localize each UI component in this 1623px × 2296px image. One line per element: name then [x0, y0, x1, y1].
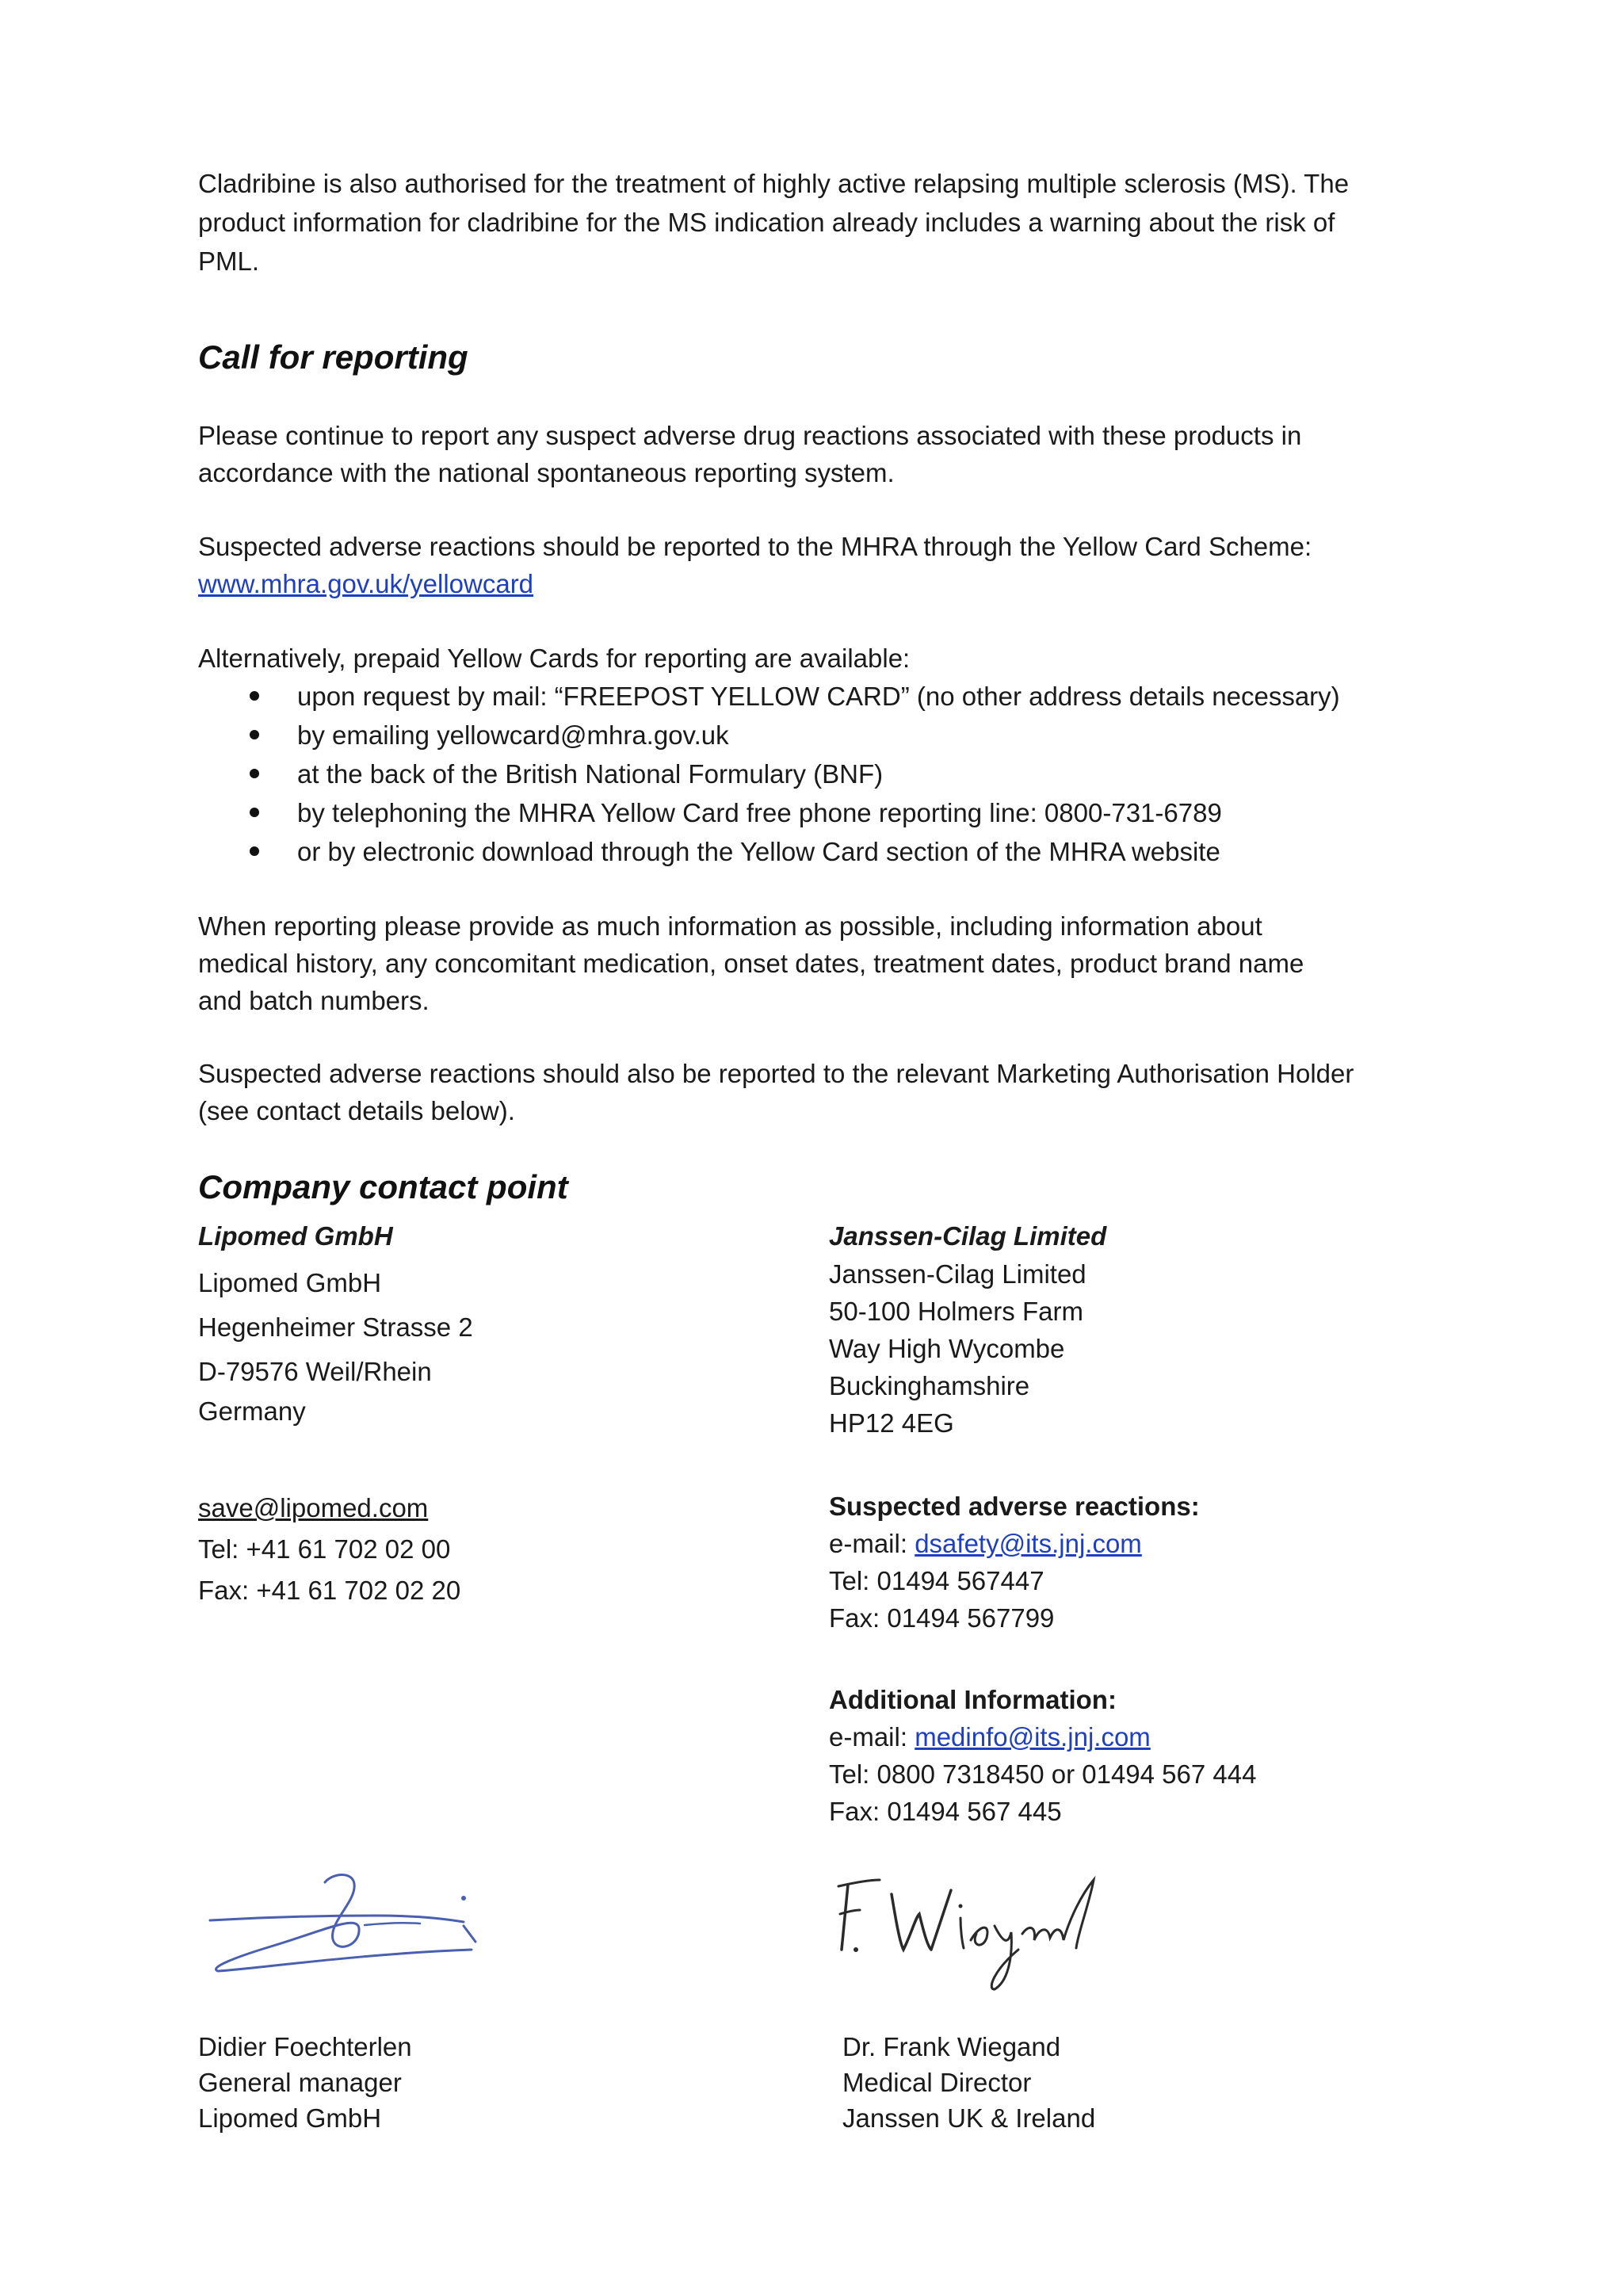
- lipomed-address: [198, 1261, 473, 1394]
- list-item-text: by telephoning the MHRA Yellow Card free phone reporting line: 0800-731-6789: [297, 798, 1222, 827]
- lipomed-tel: Tel: +41 61 702 02 00: [198, 1534, 451, 1564]
- reporting-options-list: [198, 677, 1506, 871]
- company-contact-heading: Company contact point: [198, 1168, 568, 1205]
- list-item-text: or by electronic download through the Yellow Card section of the MHRA website: [297, 837, 1220, 866]
- adverse-tel: Tel: 01494 567447: [829, 1566, 1044, 1595]
- address-line: 50-100 Holmers Farm: [829, 1297, 1083, 1326]
- list-item: [198, 832, 1506, 871]
- email-line: [829, 1525, 1142, 1562]
- bullet-icon: [250, 730, 259, 739]
- adverse-reactions-heading: Suspected adverse reactions:: [829, 1492, 1200, 1521]
- paragraph-line: medical history, any concomitant medication, onset dates, treatment dates, product brand name: [198, 949, 1304, 978]
- janssen-heading: Janssen-Cilag Limited: [829, 1221, 1107, 1251]
- adverse-reactions-contacts: [829, 1525, 1142, 1637]
- reporting-paragraph-4: [198, 1055, 1506, 1129]
- list-item: [198, 677, 1506, 716]
- lipomed-email-link[interactable]: save@lipomed.com: [198, 1493, 429, 1522]
- paragraph-line: Suspected adverse reactions should also be reported to the relevant Marketing Authorisation Holder: [198, 1059, 1354, 1088]
- dsafety-email-link[interactable]: dsafety@its.jnj.com: [915, 1529, 1142, 1558]
- signatory-company: Lipomed GmbH: [198, 2103, 382, 2133]
- signatory-title: General manager: [198, 2068, 402, 2097]
- lipomed-country: Germany: [198, 1396, 306, 1426]
- list-item-text: at the back of the British National Formulary (BNF): [297, 759, 884, 789]
- address-line: Way High Wycombe: [829, 1334, 1065, 1363]
- paragraph-line: Suspected adverse reactions should be reported to the MHRA through the Yellow Card Scheme:: [198, 532, 1312, 561]
- list-item: [198, 793, 1506, 832]
- signatory-title: Medical Director: [842, 2068, 1032, 2097]
- address-line: HP12 4EG: [829, 1408, 954, 1438]
- address-line: Lipomed GmbH: [198, 1268, 382, 1297]
- lipomed-fax: Fax: +41 61 702 02 20: [198, 1576, 461, 1605]
- intro-line: product information for cladribine for the MS indication already includes a warning about the risk of: [198, 208, 1335, 237]
- list-item: [198, 755, 1506, 793]
- bullet-icon: [250, 808, 259, 817]
- signatory-left: [198, 2029, 412, 2136]
- lipomed-contacts: [198, 1488, 460, 1611]
- yellowcard-link[interactable]: www.mhra.gov.uk/yellowcard: [198, 569, 534, 598]
- address-line: D‑79576 Weil/Rhein: [198, 1357, 432, 1386]
- signature-left: [202, 1866, 487, 1985]
- address-line: Janssen-Cilag Limited: [829, 1259, 1086, 1289]
- janssen-address: [829, 1255, 1086, 1442]
- reporting-paragraph-3: [198, 907, 1466, 1019]
- list-item-text: upon request by mail: “FREEPOST YELLOW CARD” (no other address details necessary): [297, 682, 1340, 711]
- paragraph-line: accordance with the national spontaneous reporting system.: [198, 458, 895, 487]
- signature-right: [824, 1870, 1117, 1997]
- paragraph-line: Please continue to report any suspect adverse drug reactions associated with these products in: [198, 421, 1302, 450]
- lipomed-heading: Lipomed GmbH: [198, 1221, 393, 1251]
- email-line: [829, 1718, 1256, 1755]
- email-label: e-mail:: [829, 1722, 908, 1752]
- intro-line: Cladribine is also authorised for the treatment of highly active relapsing multiple sclerosis (MS). The: [198, 169, 1350, 198]
- signature-left-image: [202, 1866, 487, 1985]
- signatory-company: Janssen UK & Ireland: [842, 2103, 1096, 2133]
- call-for-reporting-heading: Call for reporting: [198, 338, 468, 376]
- info-tel: Tel: 0800 7318450 or 01494 567 444: [829, 1759, 1257, 1789]
- signatory-name: Didier Foechterlen: [198, 2032, 412, 2061]
- address-line: Hegenheimer Strasse 2: [198, 1312, 473, 1342]
- signature-right-image: [824, 1870, 1117, 1997]
- adverse-fax: Fax: 01494 567799: [829, 1603, 1055, 1633]
- alternatives-intro: Alternatively, prepaid Yellow Cards for reporting are available:: [198, 644, 911, 673]
- intro-line: PML.: [198, 246, 260, 276]
- list-item-text: by emailing yellowcard@mhra.gov.uk: [297, 720, 729, 750]
- email-label: e-mail:: [829, 1529, 908, 1558]
- intro-paragraph: [198, 164, 1466, 281]
- list-item: [198, 716, 1506, 755]
- reporting-paragraph-1: [198, 417, 1466, 491]
- reporting-paragraph-2: [198, 528, 1466, 602]
- paragraph-line: and batch numbers.: [198, 986, 430, 1015]
- paragraph-line: When reporting please provide as much information as possible, including information about: [198, 911, 1262, 941]
- signatory-name: Dr. Frank Wiegand: [842, 2032, 1061, 2061]
- paragraph-line: (see contact details below).: [198, 1096, 515, 1125]
- additional-info-contacts: [829, 1718, 1256, 1830]
- bullet-icon: [250, 769, 259, 778]
- bullet-icon: [250, 846, 259, 856]
- address-line: Buckinghamshire: [829, 1371, 1030, 1400]
- medinfo-email-link[interactable]: medinfo@its.jnj.com: [915, 1722, 1151, 1752]
- info-fax: Fax: 01494 567 445: [829, 1797, 1062, 1826]
- additional-info-heading: Additional Information:: [829, 1685, 1117, 1714]
- signatory-right: [842, 2029, 1095, 2136]
- bullet-icon: [250, 691, 259, 701]
